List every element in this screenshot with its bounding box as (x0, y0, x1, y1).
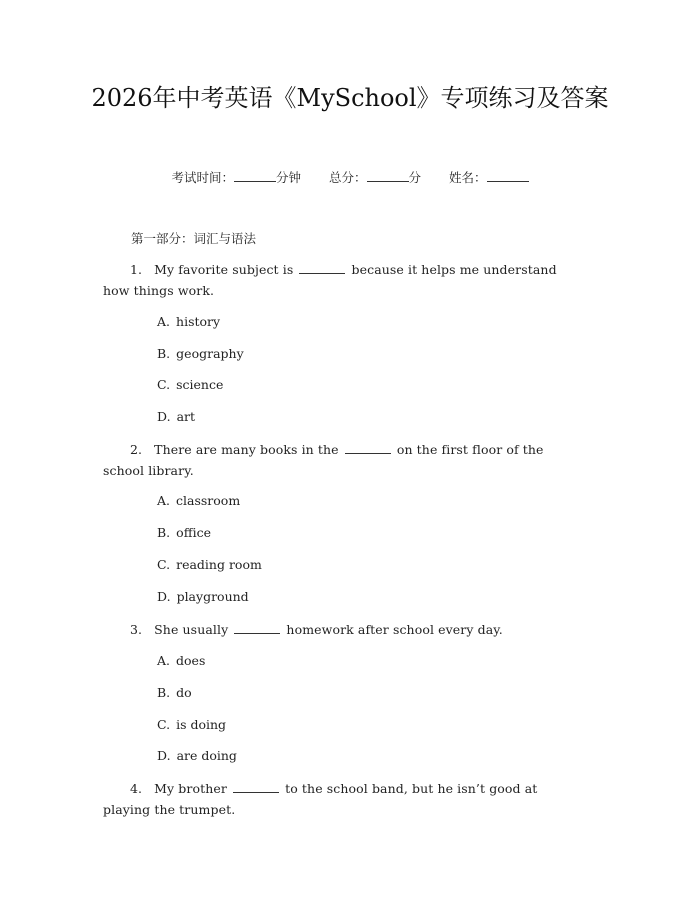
option-3c (157, 715, 226, 735)
score-blank (367, 169, 409, 182)
option-text: do (176, 685, 192, 700)
option-3b (157, 683, 192, 703)
option-text: reading room (176, 557, 262, 572)
option-1a (157, 312, 220, 332)
question-text-after: to the school band, but he isn’t good at playing the trumpet. (103, 781, 538, 817)
option-2c (157, 555, 262, 575)
score-field (329, 168, 421, 188)
option-2b (157, 523, 211, 543)
option-letter: B. (157, 525, 171, 540)
option-text: science (176, 377, 224, 392)
name-blank (487, 169, 529, 182)
option-text: playground (176, 589, 249, 604)
question-2 (103, 439, 583, 481)
time-field (171, 168, 301, 188)
option-2d (157, 587, 249, 607)
option-letter: A. (157, 493, 171, 508)
time-label: 考试时间： (171, 170, 234, 185)
option-1b (157, 344, 244, 364)
option-letter: D. (157, 409, 171, 424)
option-letter: C. (157, 377, 171, 392)
option-letter: A. (157, 314, 171, 329)
question-text-after: homework after school every day. (286, 622, 503, 637)
question-text-before: My brother (154, 781, 227, 796)
question-text-before: My favorite subject is (154, 262, 294, 277)
option-text: is doing (176, 717, 227, 732)
exam-info-line (0, 168, 700, 188)
option-text: art (176, 409, 196, 424)
option-3d (157, 746, 237, 766)
option-letter: D. (157, 589, 171, 604)
question-number: 4. (130, 781, 143, 796)
question-4 (103, 778, 583, 820)
time-blank (234, 169, 276, 182)
answer-blank (345, 441, 391, 454)
option-letter: C. (157, 717, 171, 732)
question-number: 1. (130, 262, 143, 277)
option-letter: A. (157, 653, 171, 668)
question-text-before: There are many books in the (154, 442, 339, 457)
option-text: office (176, 525, 211, 540)
time-unit: 分钟 (275, 170, 301, 185)
option-text: does (176, 653, 206, 668)
score-label: 总分： (328, 170, 367, 185)
page-title: 2026年中考英语《MySchool》专项练习及答案 (91, 84, 609, 112)
option-text: geography (176, 346, 244, 361)
option-text: classroom (176, 493, 241, 508)
answer-blank (233, 780, 279, 793)
question-1 (103, 259, 583, 301)
option-letter: C. (157, 557, 171, 572)
score-unit: 分 (408, 170, 422, 185)
option-text: history (176, 314, 221, 329)
answer-blank (234, 621, 280, 634)
name-field (449, 168, 529, 188)
option-1c (157, 375, 223, 395)
option-3a (157, 651, 205, 671)
question-number: 3. (130, 622, 143, 637)
option-letter: B. (157, 346, 171, 361)
question-text-after: on the first floor of the school library. (103, 442, 544, 478)
section-heading: 第一部分：词汇与语法 (131, 231, 257, 246)
question-number: 2. (130, 442, 143, 457)
option-1d (157, 407, 195, 427)
option-letter: D. (157, 748, 171, 763)
answer-blank (299, 261, 345, 274)
option-text: are doing (176, 748, 237, 763)
option-letter: B. (157, 685, 171, 700)
question-3 (103, 619, 583, 640)
name-label: 姓名： (449, 170, 487, 185)
question-text-after: because it helps me understand how things work. (103, 262, 557, 298)
question-text-before: She usually (154, 622, 229, 637)
option-2a (157, 491, 240, 511)
